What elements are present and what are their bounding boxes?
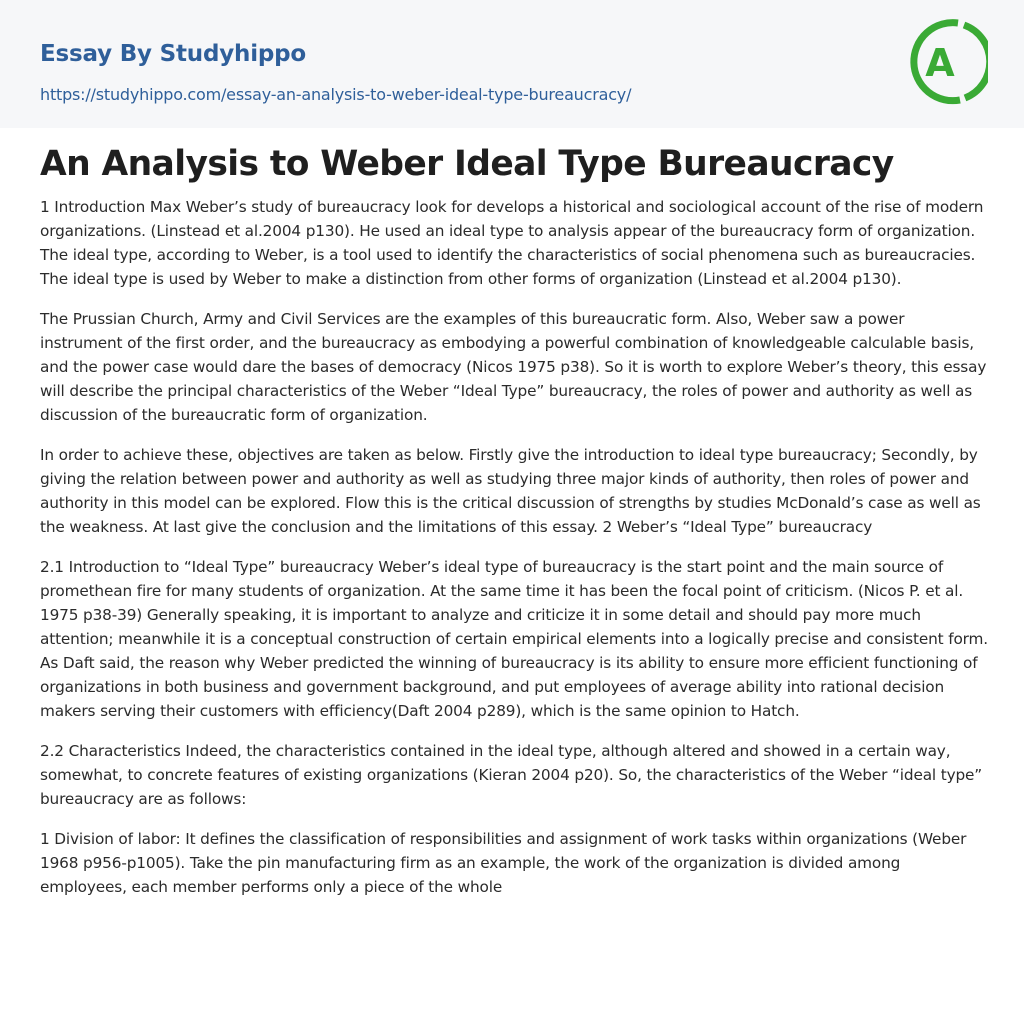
article-url-link[interactable]: https://studyhippo.com/essay-an-analysis-to-weber-ideal-type-bureaucracy/ [40, 85, 632, 104]
paragraph: 2.2 Characteristics Indeed, the characteristics contained in the ideal type, although altered and showed in a certain way, somewhat, to concrete features of existing organizations (Kieran 2004 p20). So, the characteristics of the Weber “ideal type” bureaucracy are as follows: [40, 742, 983, 808]
paragraph: In order to achieve these, objectives are taken as below. Firstly give the introduction to ideal type bureaucracy; Secondly, by giving the relation between power and authority as well as studying three major kinds of authority, then roles of power and authority in this model can be explored. Flow this is the critical discussion of strengths by studies McDonald’s case as well as the weakness. At last give the conclusion and the limitations of this essay. 2 Weber’s “Ideal Type” bureaucracy [40, 446, 981, 536]
article-body [40, 195, 990, 915]
paragraph: 2.1 Introduction to “Ideal Type” bureaucracy Weber’s ideal type of bureaucracy is the start point and the main source of promethean fire for many students of organization. At the same time it has been the focal point of criticism. (Nicos P. et al. 1975 p38-39) Generally speaking, it is important to analyze and criticize it in some detail and should pay more much attention; meanwhile it is a conceptual construction of certain empirical elements into a logically precise and consistent form. As Daft said, the reason why Weber predicted the winning of bureaucracy is its ability to ensure more efficient functioning of organizations in both business and government background, and put employees of average ability into rational decision makers serving their customers with efficiency(Daft 2004 p289), which is the same opinion to Hatch. [40, 558, 988, 720]
site-header [0, 0, 1024, 128]
logo-letter: A [925, 41, 955, 85]
article-title: An Analysis to Weber Ideal Type Bureaucracy [40, 144, 894, 184]
paragraph: The Prussian Church, Army and Civil Services are the examples of this bureaucratic form. Also, Weber saw a power instrument of the first order, and the bureaucracy as embodying a powerful combination of knowledgeable calculable basis, and the power case would dare the bases of democracy (Nicos 1975 p38). So it is worth to explore Weber’s theory, this essay will describe the principal characteristics of the Weber “Ideal Type” bureaucracy, the roles of power and authority as well as discussion of the bureaucratic form of organization. [40, 310, 987, 424]
site-name[interactable]: Essay By Studyhippo [40, 41, 307, 67]
studyhippo-logo-icon[interactable] [908, 18, 988, 106]
paragraph: 1 Division of labor: It defines the classification of responsibilities and assignment of work tasks within organizations (Weber 1968 p956-p1005). Take the pin manufacturing firm as an example, the work of the organization is divided among employees, each member performs only a piece of the whole [40, 830, 967, 896]
paragraph: 1 Introduction Max Weber’s study of bureaucracy look for develops a historical and sociological account of the rise of modern organizations. (Linstead et al.2004 p130). He used an ideal type to analysis appear of the bureaucracy form of organization. The ideal type, according to Weber, is a tool used to identify the characteristics of social phenomena such as bureaucracies. The ideal type is used by Weber to make a distinction from other forms of organization (Linstead et al.2004 p130). [40, 198, 984, 288]
